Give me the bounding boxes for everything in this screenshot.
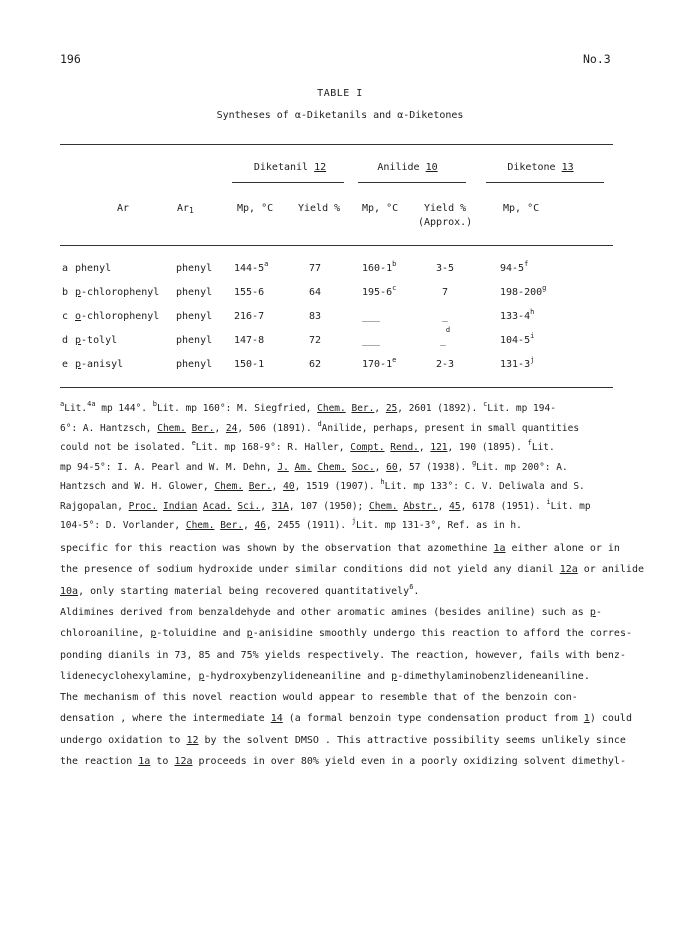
row-mp1: 155-6	[234, 287, 265, 298]
table-header-rule	[60, 245, 613, 246]
body-line: lidenecyclohexylamine, p-hydroxybenzylideneaniline and p-dimethylaminobenzlideneaniline.	[60, 670, 590, 682]
body-line: 10a, only starting material being recovered quantitatively$^6$.	[60, 582, 420, 597]
table-bottom-rule	[60, 387, 613, 388]
col-header-yield1: Yield %	[298, 203, 341, 214]
row-ar: phenyl	[75, 263, 112, 274]
row-yield2: 7	[441, 287, 449, 298]
footnote-line: Hantzsch and W. H. Glower, Chem. Ber., 40, 1519 (1907). $^h$Lit. mp 133°: C. V. Deliwala and S.	[60, 478, 585, 492]
body-line: The mechanism of this novel reaction would appear to resemble that of the benzoin con-	[60, 692, 578, 704]
group-header-diketone: Diketone 13	[507, 162, 574, 173]
row-id: b	[62, 287, 69, 298]
row-ar: o-chlorophenyl	[75, 311, 160, 322]
footnote-line: 104-5°: D. Vorlander, Chem. Ber., 46, 2455 (1911). $^j$Lit. mp 131-3°, Ref. as in h.	[60, 517, 522, 531]
col-header-ar1: $Ar_1$	[177, 203, 194, 215]
body-line: specific for this reaction was shown by the observation that azomethine 1a either alone or in	[60, 543, 620, 554]
group-rule-diketanil	[232, 182, 344, 183]
group-rule-anilide	[358, 182, 466, 183]
row-yield1: 72	[308, 335, 322, 346]
row-yield1: 64	[308, 287, 322, 298]
footnote-line: mp 94-5°: I. A. Pearl and W. M. Dehn, J. Am. Chem. Soc., 60, 57 (1938). $^g$Lit. mp 200°: A.	[60, 458, 568, 473]
row-mp2: 160-1$^b$	[362, 260, 397, 274]
col-header-yield2: Yield %	[424, 203, 467, 214]
group-header-anilide: Anilide 10	[377, 162, 438, 173]
body-line: undergo oxidation to 12 by the solvent DMSO . This attractive possibility seems unlikely since	[60, 734, 626, 746]
group-rule-diketone	[486, 182, 604, 183]
row-yield1: 62	[308, 359, 322, 370]
table-top-rule	[60, 144, 613, 145]
row-mp1: 150-1	[234, 359, 265, 370]
group-header-diketanil: Diketanil 12	[253, 162, 327, 173]
body-line: densation , where the intermediate 14 (a formal benzoin type condensation product from 1) could	[60, 713, 632, 725]
row-mp1: 216-7	[234, 311, 265, 322]
table-title: TABLE I	[317, 88, 363, 99]
row-yield2: _$^d$	[439, 326, 451, 346]
footnote-line: could not be isolated. $^e$Lit. mp 168-9°: R. Haller, Compt. Rend., 121, 190 (1895). $^f$Lit.	[60, 439, 555, 453]
row-mp1: 147-8	[234, 335, 265, 346]
col-header-yield2-note: (Approx.)	[418, 217, 473, 228]
row-ar1: phenyl	[176, 359, 213, 370]
row-mp2: ___	[362, 311, 381, 322]
row-mp3: 133-4$^h$	[500, 308, 535, 322]
body-line: the presence of sodium hydroxide under similar conditions did not yield any dianil 12a or anilide	[60, 564, 644, 576]
row-id: e	[62, 359, 69, 370]
row-mp3: 198-200$^g$	[500, 284, 547, 298]
row-yield2: _	[441, 311, 449, 322]
row-mp3: 94-5$^f$	[500, 260, 529, 274]
col-header-ar: Ar	[117, 203, 130, 214]
row-mp3: 104-5$^i$	[500, 332, 535, 346]
row-mp1: 144-5$^a$	[234, 260, 269, 274]
col-header-mp3: Mp, °C	[503, 203, 540, 214]
body-line: Aldimines derived from benzaldehyde and other aromatic amines (besides aniline) such as p-	[60, 606, 602, 618]
row-id: d	[62, 335, 69, 346]
row-yield1: 83	[308, 311, 322, 322]
body-line: ponding dianils in 73, 85 and 75% yields respectively. The reaction, however, fails with benz-	[60, 649, 626, 661]
row-ar1: phenyl	[176, 335, 213, 346]
row-yield2: 2-3	[435, 359, 455, 370]
table-subtitle: Syntheses of α-Diketanils and α-Diketones	[216, 110, 464, 121]
row-ar: p-anisyl	[75, 359, 124, 370]
journal-issue: No.3	[583, 52, 611, 66]
page-number: 196	[60, 52, 81, 66]
body-line: the reaction 1a to 12a proceeds in over 80% yield even in a poorly oxidizing solvent dimethyl-	[60, 756, 626, 767]
row-mp3: 131-3$^j$	[500, 356, 535, 370]
row-ar: p-chlorophenyl	[75, 287, 160, 298]
row-ar: p-tolyl	[75, 335, 118, 346]
row-id: c	[62, 311, 69, 322]
footnote-line: Rajgopalan, Proc. Indian Acad. Sci., 31A, 107 (1950); Chem. Abstr., 45, 6178 (1951). $^i$Lit. mp	[60, 497, 591, 512]
row-mp2: 170-1e	[362, 356, 397, 370]
body-line: chloroaniline, p-toluidine and p-anisidine smoothly undergo this reaction to afford the corres-	[60, 628, 632, 640]
row-ar1: phenyl	[176, 311, 213, 322]
footnote-line: $^a$Lit.$^{4a}$ mp 144°. $^b$Lit. mp 160°: M. Siegfried, Chem. Ber., 25, 2601 (1892). $^c$Lit. mp 194-	[60, 400, 556, 414]
col-header-mp2: Mp, °C	[362, 203, 399, 214]
col-header-mp1: Mp, °C	[237, 203, 274, 214]
row-ar1: phenyl	[176, 263, 213, 274]
footnote-line: 6°: A. Hantzsch, Chem. Ber., 24, 506 (1891). $^d$Anilide, perhaps, present in small quantities	[60, 419, 580, 434]
row-mp2: ___	[362, 335, 381, 346]
row-mp2: 195-6$^c$	[362, 284, 397, 298]
row-ar1: phenyl	[176, 287, 213, 298]
row-id: a	[62, 263, 69, 274]
row-yield2: 3-5	[435, 263, 455, 274]
row-yield1: 77	[308, 263, 322, 274]
